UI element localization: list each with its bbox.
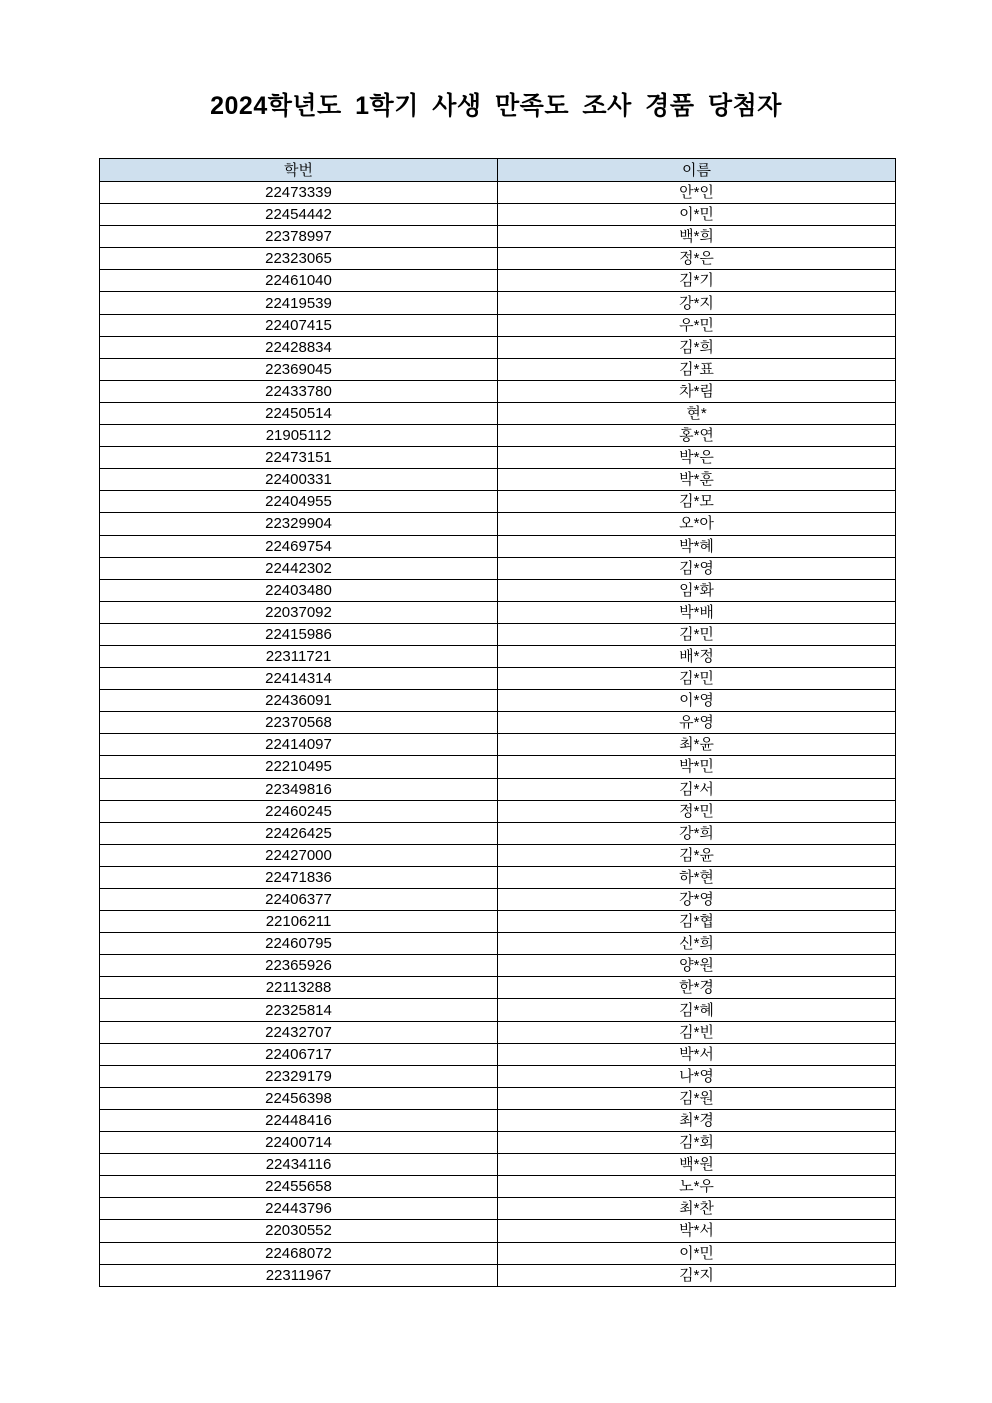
name-cell: 김*민 bbox=[498, 668, 896, 690]
name-cell: 김*기 bbox=[498, 270, 896, 292]
student-id-cell: 22460795 bbox=[100, 933, 498, 955]
student-id-cell: 22349816 bbox=[100, 778, 498, 800]
name-cell: 신*희 bbox=[498, 933, 896, 955]
name-cell: 안*인 bbox=[498, 182, 896, 204]
student-id-cell: 22455658 bbox=[100, 1176, 498, 1198]
student-id-cell: 22419539 bbox=[100, 292, 498, 314]
student-id-cell: 22404955 bbox=[100, 491, 498, 513]
table-row bbox=[100, 226, 896, 248]
name-cell: 이*민 bbox=[498, 204, 896, 226]
student-id-cell: 21905112 bbox=[100, 425, 498, 447]
table-row bbox=[100, 1264, 896, 1286]
name-cell: 김*민 bbox=[498, 623, 896, 645]
student-id-cell: 22400331 bbox=[100, 469, 498, 491]
student-id-cell: 22414097 bbox=[100, 734, 498, 756]
name-cell: 김*빈 bbox=[498, 1021, 896, 1043]
name-cell: 최*경 bbox=[498, 1109, 896, 1131]
student-id-cell: 22210495 bbox=[100, 756, 498, 778]
table-row bbox=[100, 933, 896, 955]
name-cell: 김*협 bbox=[498, 911, 896, 933]
student-id-cell: 22406717 bbox=[100, 1043, 498, 1065]
table-body bbox=[100, 182, 896, 1287]
table-row bbox=[100, 955, 896, 977]
table-row bbox=[100, 822, 896, 844]
student-id-cell: 22436091 bbox=[100, 690, 498, 712]
name-cell: 이*영 bbox=[498, 690, 896, 712]
student-id-cell: 22400714 bbox=[100, 1132, 498, 1154]
student-id-cell: 22414314 bbox=[100, 668, 498, 690]
name-cell: 정*민 bbox=[498, 800, 896, 822]
table-row bbox=[100, 402, 896, 424]
table-row bbox=[100, 1065, 896, 1087]
table-row bbox=[100, 1043, 896, 1065]
student-id-cell: 22323065 bbox=[100, 248, 498, 270]
column-header-name: 이름 bbox=[498, 159, 896, 182]
table-row bbox=[100, 1087, 896, 1109]
name-cell: 강*영 bbox=[498, 889, 896, 911]
name-cell: 임*화 bbox=[498, 579, 896, 601]
name-cell: 오*아 bbox=[498, 513, 896, 535]
name-cell: 양*원 bbox=[498, 955, 896, 977]
name-cell: 홍*연 bbox=[498, 425, 896, 447]
student-id-cell: 22037092 bbox=[100, 601, 498, 623]
table-row bbox=[100, 756, 896, 778]
student-id-cell: 22426425 bbox=[100, 822, 498, 844]
student-id-cell: 22030552 bbox=[100, 1220, 498, 1242]
student-id-cell: 22454442 bbox=[100, 204, 498, 226]
table-row bbox=[100, 778, 896, 800]
winners-table bbox=[99, 158, 896, 1287]
page-title: 2024학년도 1학기 사생 만족도 조사 경품 당첨자 bbox=[210, 92, 782, 120]
name-cell: 김*회 bbox=[498, 1132, 896, 1154]
name-cell: 박*은 bbox=[498, 447, 896, 469]
name-cell: 박*서 bbox=[498, 1220, 896, 1242]
table-row bbox=[100, 469, 896, 491]
student-id-cell: 22311721 bbox=[100, 645, 498, 667]
name-cell: 김*지 bbox=[498, 1264, 896, 1286]
table-row bbox=[100, 1220, 896, 1242]
table-row bbox=[100, 668, 896, 690]
name-cell: 김*희 bbox=[498, 336, 896, 358]
table-row bbox=[100, 270, 896, 292]
table-row bbox=[100, 204, 896, 226]
student-id-cell: 22378997 bbox=[100, 226, 498, 248]
student-id-cell: 22433780 bbox=[100, 380, 498, 402]
student-id-cell: 22471836 bbox=[100, 866, 498, 888]
student-id-cell: 22403480 bbox=[100, 579, 498, 601]
table-row bbox=[100, 579, 896, 601]
student-id-cell: 22329904 bbox=[100, 513, 498, 535]
table-row bbox=[100, 800, 896, 822]
name-cell: 박*훈 bbox=[498, 469, 896, 491]
student-id-cell: 22468072 bbox=[100, 1242, 498, 1264]
table-row bbox=[100, 182, 896, 204]
table-row bbox=[100, 1176, 896, 1198]
name-cell: 백*원 bbox=[498, 1154, 896, 1176]
student-id-cell: 22311967 bbox=[100, 1264, 498, 1286]
student-id-cell: 22473151 bbox=[100, 447, 498, 469]
name-cell: 김*모 bbox=[498, 491, 896, 513]
name-cell: 박*민 bbox=[498, 756, 896, 778]
table-row bbox=[100, 911, 896, 933]
table-row bbox=[100, 1198, 896, 1220]
table-row bbox=[100, 645, 896, 667]
table-row bbox=[100, 1109, 896, 1131]
student-id-cell: 22325814 bbox=[100, 999, 498, 1021]
student-id-cell: 22370568 bbox=[100, 712, 498, 734]
name-cell: 김*영 bbox=[498, 557, 896, 579]
student-id-cell: 22365926 bbox=[100, 955, 498, 977]
table-row bbox=[100, 734, 896, 756]
table-row bbox=[100, 866, 896, 888]
column-header-student-id: 학번 bbox=[100, 159, 498, 182]
table-row bbox=[100, 314, 896, 336]
name-cell: 김*서 bbox=[498, 778, 896, 800]
name-cell: 김*원 bbox=[498, 1087, 896, 1109]
student-id-cell: 22448416 bbox=[100, 1109, 498, 1131]
name-cell: 최*윤 bbox=[498, 734, 896, 756]
student-id-cell: 22428834 bbox=[100, 336, 498, 358]
name-cell: 최*찬 bbox=[498, 1198, 896, 1220]
table-row bbox=[100, 491, 896, 513]
student-id-cell: 22442302 bbox=[100, 557, 498, 579]
table-row bbox=[100, 425, 896, 447]
name-cell: 강*지 bbox=[498, 292, 896, 314]
student-id-cell: 22432707 bbox=[100, 1021, 498, 1043]
table-row bbox=[100, 336, 896, 358]
student-id-cell: 22473339 bbox=[100, 182, 498, 204]
student-id-cell: 22113288 bbox=[100, 977, 498, 999]
table-row bbox=[100, 999, 896, 1021]
table-row bbox=[100, 513, 896, 535]
table-row bbox=[100, 248, 896, 270]
table-row bbox=[100, 557, 896, 579]
student-id-cell: 22407415 bbox=[100, 314, 498, 336]
student-id-cell: 22456398 bbox=[100, 1087, 498, 1109]
name-cell: 노*우 bbox=[498, 1176, 896, 1198]
student-id-cell: 22461040 bbox=[100, 270, 498, 292]
table-row bbox=[100, 690, 896, 712]
table-header bbox=[100, 159, 896, 182]
table-row bbox=[100, 292, 896, 314]
student-id-cell: 22406377 bbox=[100, 889, 498, 911]
table-row bbox=[100, 601, 896, 623]
name-cell: 한*경 bbox=[498, 977, 896, 999]
student-id-cell: 22329179 bbox=[100, 1065, 498, 1087]
table-row bbox=[100, 380, 896, 402]
student-id-cell: 22427000 bbox=[100, 844, 498, 866]
name-cell: 김*윤 bbox=[498, 844, 896, 866]
header-row bbox=[100, 159, 896, 182]
table-row bbox=[100, 712, 896, 734]
name-cell: 나*영 bbox=[498, 1065, 896, 1087]
name-cell: 박*배 bbox=[498, 601, 896, 623]
name-cell: 하*현 bbox=[498, 866, 896, 888]
name-cell: 유*영 bbox=[498, 712, 896, 734]
student-id-cell: 22450514 bbox=[100, 402, 498, 424]
table-row bbox=[100, 623, 896, 645]
name-cell: 김*혜 bbox=[498, 999, 896, 1021]
name-cell: 강*희 bbox=[498, 822, 896, 844]
student-id-cell: 22434116 bbox=[100, 1154, 498, 1176]
name-cell: 김*표 bbox=[498, 358, 896, 380]
student-id-cell: 22415986 bbox=[100, 623, 498, 645]
name-cell: 현* bbox=[498, 402, 896, 424]
table-row bbox=[100, 1021, 896, 1043]
name-cell: 우*민 bbox=[498, 314, 896, 336]
table-row bbox=[100, 447, 896, 469]
table-row bbox=[100, 358, 896, 380]
table-row bbox=[100, 1154, 896, 1176]
table-row bbox=[100, 977, 896, 999]
name-cell: 이*민 bbox=[498, 1242, 896, 1264]
name-cell: 차*림 bbox=[498, 380, 896, 402]
student-id-cell: 22443796 bbox=[100, 1198, 498, 1220]
table-row bbox=[100, 1242, 896, 1264]
table-row bbox=[100, 1132, 896, 1154]
student-id-cell: 22106211 bbox=[100, 911, 498, 933]
table-row bbox=[100, 844, 896, 866]
student-id-cell: 22460245 bbox=[100, 800, 498, 822]
name-cell: 박*혜 bbox=[498, 535, 896, 557]
table-row bbox=[100, 889, 896, 911]
name-cell: 정*은 bbox=[498, 248, 896, 270]
student-id-cell: 22369045 bbox=[100, 358, 498, 380]
name-cell: 박*서 bbox=[498, 1043, 896, 1065]
name-cell: 백*희 bbox=[498, 226, 896, 248]
student-id-cell: 22469754 bbox=[100, 535, 498, 557]
table-row bbox=[100, 535, 896, 557]
name-cell: 배*정 bbox=[498, 645, 896, 667]
